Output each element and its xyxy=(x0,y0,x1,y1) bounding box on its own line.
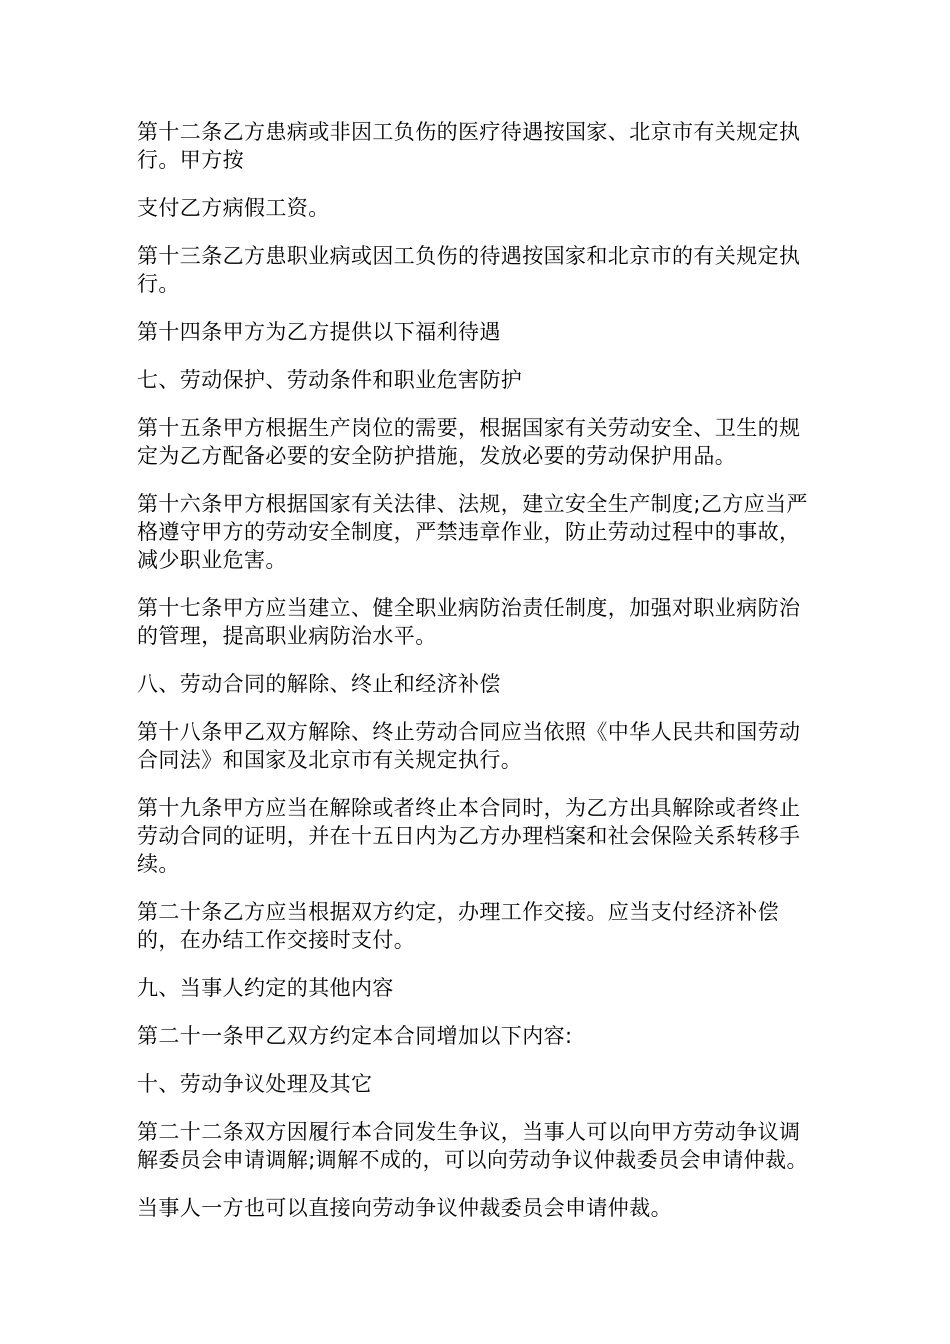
paragraph-article-19: 第十九条甲方应当在解除或者终止本合同时，为乙方出具解除或者终止劳动合同的证明，并在十五日内为乙方办理档案和社会保险关系转移手续。 xyxy=(137,796,801,876)
paragraph-article-18: 第十八条甲乙双方解除、终止劳动合同应当依照《中华人民共和国劳动合同法》和国家及北京市有关规定执行。 xyxy=(137,720,801,772)
section-heading-9: 九、当事人约定的其他内容 xyxy=(137,976,394,1000)
paragraph-article-15: 第十五条甲方根据生产岗位的需要，根据国家有关劳动安全、卫生的规定为乙方配备必要的安全防护措施，发放必要的劳动保护用品。 xyxy=(137,416,801,468)
paragraph-article-20: 第二十条乙方应当根据双方约定，办理工作交接。应当支付经济补偿的，在办结工作交接时支付。 xyxy=(137,900,779,952)
paragraph-article-12-continued: 支付乙方病假工资。 xyxy=(137,196,330,220)
paragraph-article-21: 第二十一条甲乙双方约定本合同增加以下内容: xyxy=(137,1024,573,1048)
paragraph-article-14: 第十四条甲方为乙方提供以下福利待遇 xyxy=(137,320,501,344)
paragraph-article-16: 第十六条甲方根据国家有关法律、法规，建立安全生产制度;乙方应当严格遵守甲方的劳动安全制度，严禁违章作业，防止劳动过程中的事故，减少职业危害。 xyxy=(137,492,808,572)
paragraph-article-17: 第十七条甲方应当建立、健全职业病防治责任制度，加强对职业病防治的管理，提高职业病防治水平。 xyxy=(137,596,801,648)
section-heading-10: 十、劳动争议处理及其它 xyxy=(137,1072,373,1096)
paragraph-article-12: 第十二条乙方患病或非因工负伤的医疗待遇按国家、北京市有关规定执行。甲方按 xyxy=(137,120,801,172)
paragraph-article-22-continued: 当事人一方也可以直接向劳动争议仲裁委员会申请仲裁。 xyxy=(137,1196,672,1220)
paragraph-article-22: 第二十二条双方因履行本合同发生争议，当事人可以向甲方劳动争议调解委员会申请调解;调解不成的，可以向劳动争议仲裁委员会申请仲裁。 xyxy=(137,1120,808,1172)
paragraph-article-13: 第十三条乙方患职业病或因工负伤的待遇按国家和北京市的有关规定执行。 xyxy=(137,244,801,296)
section-heading-7: 七、劳动保护、劳动条件和职业危害防护 xyxy=(137,368,523,392)
document-body xyxy=(137,118,817,1242)
section-heading-8: 八、劳动合同的解除、终止和经济补偿 xyxy=(137,672,501,696)
